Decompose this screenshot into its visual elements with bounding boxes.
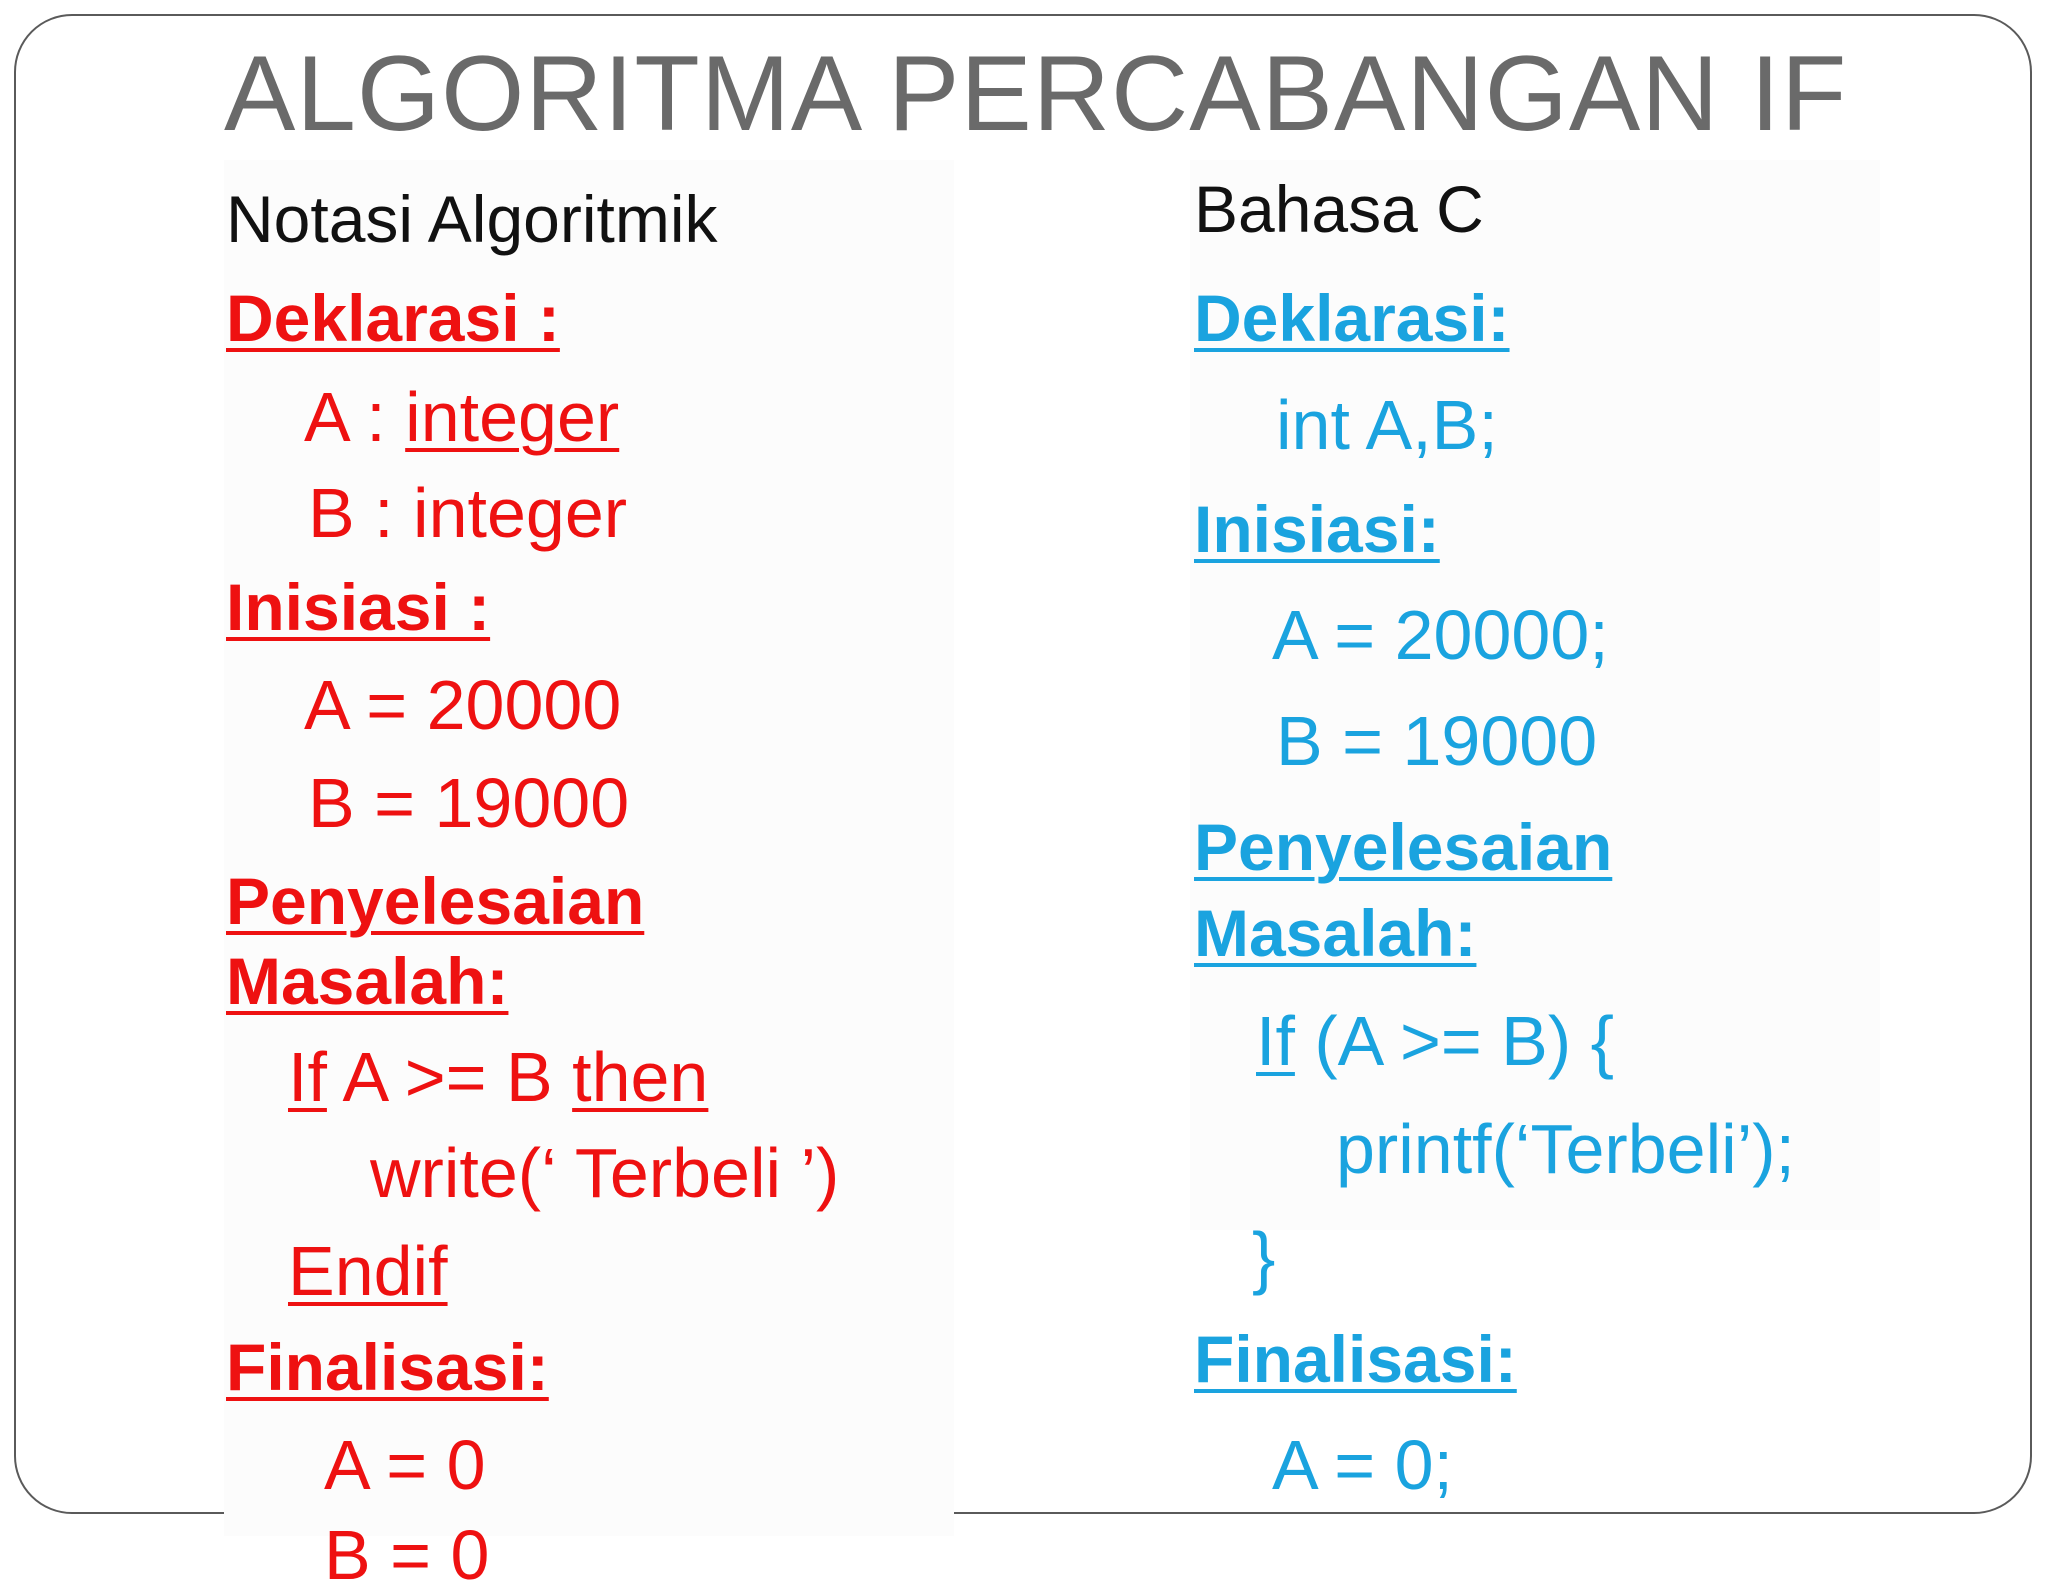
left-a-decl-prefix: A : bbox=[304, 378, 406, 456]
left-a-init: A = 20000 bbox=[304, 666, 622, 744]
left-if-keyword: If bbox=[288, 1038, 327, 1116]
left-a-declaration bbox=[304, 378, 620, 456]
left-deklarasi-label: Deklarasi : bbox=[226, 281, 560, 355]
right-b-init: B = 19000 bbox=[1276, 702, 1598, 780]
left-b-declaration: B : integer bbox=[308, 474, 628, 552]
left-a-final: A = 0 bbox=[324, 1426, 486, 1504]
right-if-statement bbox=[1256, 1002, 1614, 1080]
left-endif-keyword: Endif bbox=[288, 1232, 448, 1310]
slide-title: ALGORITMA PERCABANGAN IF bbox=[224, 33, 1848, 153]
right-penyelesaian-label: Penyelesaian bbox=[1194, 810, 1613, 884]
left-b-init: B = 19000 bbox=[308, 764, 630, 842]
left-inisiasi-label: Inisiasi : bbox=[226, 570, 491, 644]
right-declaration-stmt: int A,B; bbox=[1276, 386, 1498, 464]
left-b-final: B = 0 bbox=[324, 1516, 490, 1594]
right-if-keyword: If bbox=[1256, 1002, 1295, 1080]
left-masalah-label: Masalah: bbox=[226, 944, 509, 1018]
left-penyelesaian-label: Penyelesaian bbox=[226, 864, 645, 938]
right-if-condition: (A >= B) { bbox=[1294, 1002, 1614, 1080]
left-then-keyword: then bbox=[572, 1038, 709, 1116]
left-a-decl-type: integer bbox=[405, 378, 620, 456]
left-column-heading: Notasi Algoritmik bbox=[226, 182, 718, 256]
right-masalah-label: Masalah: bbox=[1194, 896, 1477, 970]
right-a-final: A = 0; bbox=[1272, 1426, 1453, 1504]
left-if-condition: A >= B bbox=[326, 1038, 573, 1116]
left-write-statement: write(‘ Terbeli ’) bbox=[370, 1134, 840, 1212]
right-inisiasi-label: Inisiasi: bbox=[1194, 492, 1440, 566]
right-column-heading: Bahasa C bbox=[1194, 172, 1484, 246]
left-finalisasi-label: Finalisasi: bbox=[226, 1330, 549, 1404]
right-deklarasi-label: Deklarasi: bbox=[1194, 281, 1510, 355]
right-printf-statement: printf(‘Terbeli’); bbox=[1336, 1110, 1795, 1188]
right-a-init: A = 20000; bbox=[1272, 596, 1609, 674]
left-if-statement bbox=[288, 1038, 709, 1116]
right-close-brace: } bbox=[1252, 1218, 1276, 1296]
right-finalisasi-label: Finalisasi: bbox=[1194, 1322, 1517, 1396]
